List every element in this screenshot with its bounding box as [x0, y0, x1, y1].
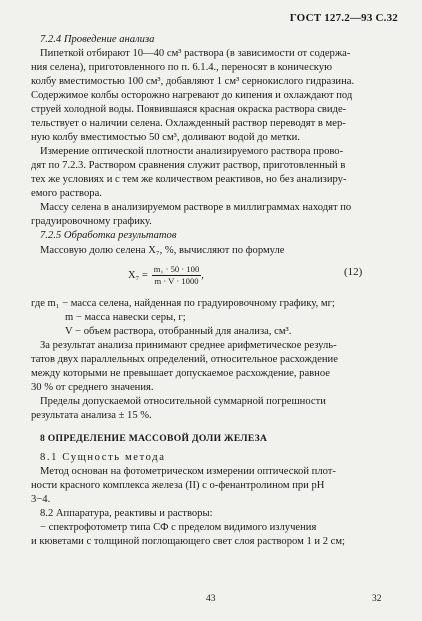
subsection-heading: 7.2.4 Проведение анализа — [40, 34, 155, 45]
paragraph-line: татов двух параллельных определений, относительное расхождение — [31, 354, 338, 365]
list-item: − спектрофотометр типа СФ с пределом видимого излучения — [40, 522, 317, 533]
formula-tail: , — [201, 270, 204, 281]
paragraph-line: между которыми не превышает допускаемое расхождение, равное — [31, 368, 330, 379]
list-item: и кюветами с толщиной поглощающего свет слоя раствором 1 и 2 см; — [31, 536, 345, 547]
page-folio-right: 32 — [372, 594, 382, 604]
subsection-heading: 8.1 Сущность метода — [40, 452, 166, 463]
paragraph-line: результата анализа ± 15 %. — [31, 410, 152, 421]
paragraph-line: Пипеткой отбирают 10—40 см³ раствора (в зависимости от содержа- — [40, 48, 351, 59]
paragraph-line: V − объем раствора, отобранный для анализа, см³. — [65, 326, 292, 337]
paragraph-line: ния селена), приготовленного по п. 6.1.4., переносят в коническую — [31, 62, 333, 73]
paragraph-line: 3−4. — [31, 494, 51, 505]
paragraph-line: Массовую долю селена X₇, %, вычисляют по формуле — [40, 245, 285, 256]
paragraph-line: ности красного комплекса железа (II) с о-фенантролином при pH — [31, 480, 325, 491]
paragraph-line: ную колбу вместимостью 50 см³, доливают водой до метки. — [31, 132, 300, 143]
paragraph-line: m − масса навески серы, г; — [65, 312, 186, 323]
paragraph-line: Пределы допускаемой относительной суммарной погрешности — [40, 396, 326, 407]
formula — [128, 264, 204, 287]
paragraph-line: емого раствора. — [31, 188, 102, 199]
formula-fraction — [152, 264, 201, 287]
paragraph-line: градуировочному графику. — [31, 216, 152, 227]
paragraph-line: тельствует о наличии селена. Охлажденный раствор переводят в мер- — [31, 118, 346, 129]
paragraph-line: колбу вместимостью 100 см³, добавляют 1 см³ сернокислого гидразина. — [31, 76, 355, 87]
formula-numerator: m₁ · 50 · 100 — [153, 264, 200, 274]
paragraph-line: где m₁ − масса селена, найденная по градуировочному графику, мг; — [31, 298, 335, 309]
subsection-heading: 8.2 Аппаратура, реактивы и растворы: — [40, 508, 213, 519]
paragraph-line: дят по 7.2.3. Раствором сравнения служит раствор, приготовленный в — [31, 160, 346, 171]
paragraph-line: струей холодной воды. Появившаяся красная окраска раствора свиде- — [31, 104, 347, 115]
paragraph-line: Метод основан на фотометрическом измерении оптической плот- — [40, 466, 336, 477]
formula-lhs: X₇ = — [128, 270, 148, 281]
section-heading: 8 ОПРЕДЕЛЕНИЕ МАССОВОЙ ДОЛИ ЖЕЛЕЗА — [40, 433, 268, 444]
formula-number: (12) — [344, 266, 363, 278]
paragraph-line: Массу селена в анализируемом растворе в миллиграммах находят по — [40, 202, 352, 213]
page-folio-left: 43 — [206, 594, 216, 604]
paragraph-line: За результат анализа принимают среднее арифметическое резуль- — [40, 340, 337, 351]
paragraph-line: тех же условиях и с тем же количеством реактивов, но без анализиру- — [31, 174, 347, 185]
subsection-heading: 7.2.5 Обработка результатов — [40, 230, 177, 241]
formula-denominator: m · V · 1000 — [154, 276, 199, 286]
paragraph-line: 30 % от среднего значения. — [31, 382, 154, 393]
page-header: ГОСТ 127.2—93 С.32 — [289, 12, 398, 24]
paragraph-line: Содержимое колбы осторожно нагревают до кипения и охлаждают под — [31, 90, 353, 101]
paragraph-line: Измерение оптической плотности анализируемого раствора прово- — [40, 146, 344, 157]
